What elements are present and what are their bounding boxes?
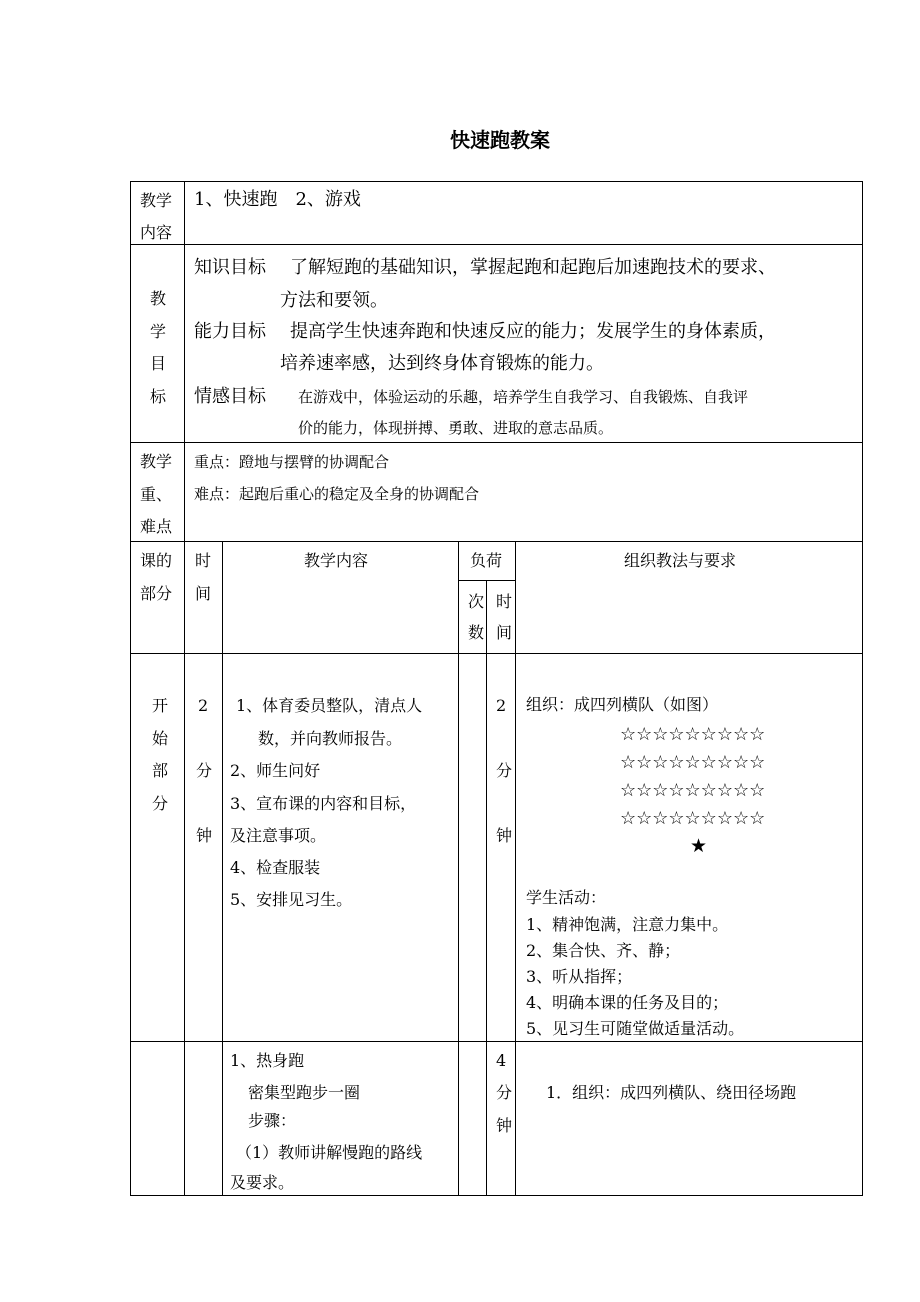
content-label-1: 教学 [140, 191, 173, 210]
warmup-content-4: （1）教师讲解慢跑的路线 [236, 1143, 423, 1162]
start-content-1: 1、体育委员整队，清点人 [236, 696, 423, 715]
warmup-org: 1．组织：成四列横队、绕田径场跑 [546, 1083, 797, 1102]
start-org-title: 组织：成四列横队（如图） [526, 695, 719, 714]
header-part-1: 课的 [140, 551, 173, 570]
activity-1: 1、精神饱满，注意力集中。 [526, 915, 729, 934]
start-content-7: 5、安排见习生。 [230, 890, 353, 909]
goals-label-2: 学 [150, 322, 167, 341]
header-times-2: 数 [468, 623, 485, 642]
warmup-content-3: 步骤： [248, 1111, 297, 1130]
start-content-2: 数，并向教师报告。 [258, 729, 403, 748]
content-value: 1、快速跑 2、游戏 [194, 189, 361, 210]
keypoints-label-2: 重、 [140, 485, 173, 504]
knowledge-line2: 方法和要领。 [280, 290, 388, 311]
start-part-1: 开 [152, 696, 169, 715]
start-load-time-1: 2 [496, 696, 507, 715]
warmup-content-2: 密集型跑步一圈 [248, 1083, 361, 1102]
header-load-time-2: 间 [496, 623, 513, 642]
formation-row-4: ☆☆☆☆☆☆☆☆☆ [620, 808, 766, 829]
keypoints-label-3: 难点 [140, 517, 173, 536]
start-part-3: 部 [152, 761, 169, 780]
header-organization: 组织教法与要求 [624, 551, 737, 570]
header-load: 负荷 [470, 551, 503, 570]
start-time-1: 2 [198, 696, 209, 715]
warmup-load-time-1: 4 [496, 1051, 507, 1070]
ability-label: 能力目标 [194, 321, 266, 342]
warmup-content-5: 及要求。 [230, 1173, 295, 1192]
goals-label-3: 目 [150, 354, 167, 373]
header-part-2: 部分 [140, 584, 173, 603]
start-time-3: 钟 [196, 826, 213, 845]
ability-line1: 提高学生快速奔跑和快速反应的能力；发展学生的身体素质， [290, 321, 776, 342]
start-part-2: 始 [152, 729, 169, 748]
start-content-3: 2、师生问好 [230, 761, 321, 780]
start-content-4: 3、宣布课的内容和目标， [230, 794, 417, 813]
header-load-time-1: 时 [496, 592, 513, 611]
activity-3: 3、听从指挥； [526, 967, 633, 986]
goals-label-4: 标 [150, 387, 167, 406]
emotion-line1: 在游戏中，体验运动的乐趣，培养学生自我学习、自我锻炼、自我评 [298, 388, 749, 406]
ability-line2: 培养速率感，达到终身体育锻炼的能力。 [280, 353, 604, 374]
activity-4: 4、明确本课的任务及目的； [526, 993, 729, 1012]
formation-row-2: ☆☆☆☆☆☆☆☆☆ [620, 752, 766, 773]
activity-2: 2、集合快、齐、静； [526, 941, 681, 960]
start-content-5: 及注意事项。 [230, 826, 327, 845]
start-load-time-2: 分 [496, 761, 513, 780]
knowledge-label: 知识目标 [194, 257, 266, 278]
emotion-line2: 价的能力，体现拼搏、勇敢、进取的意志品质。 [298, 419, 614, 437]
header-teaching-content: 教学内容 [304, 551, 369, 570]
keypoint-key: 重点：蹬地与摆臂的协调配合 [194, 453, 390, 471]
header-time-1: 时 [195, 551, 212, 570]
warmup-load-time-3: 钟 [496, 1116, 513, 1135]
warmup-content-1: 1、热身跑 [230, 1051, 305, 1070]
start-content-6: 4、检查服装 [230, 858, 321, 877]
keypoint-difficult: 难点：起跑后重心的稳定及全身的协调配合 [194, 485, 480, 503]
formation-row-1: ☆☆☆☆☆☆☆☆☆ [620, 724, 766, 745]
header-time-2: 间 [195, 584, 212, 603]
knowledge-line1: 了解短跑的基础知识，掌握起跑和起跑后加速跑技术的要求、 [290, 257, 776, 278]
activity-title: 学生活动： [526, 888, 607, 907]
goals-label-1: 教 [150, 289, 167, 308]
content-label-2: 内容 [140, 223, 173, 242]
start-part-4: 分 [152, 794, 169, 813]
teacher-star-icon: ★ [690, 835, 708, 857]
start-time-2: 分 [196, 761, 213, 780]
page-title: 快速跑教案 [450, 128, 550, 152]
start-load-time-3: 钟 [496, 826, 513, 845]
formation-row-3: ☆☆☆☆☆☆☆☆☆ [620, 780, 766, 801]
activity-5: 5、见习生可随堂做适量活动。 [526, 1019, 745, 1038]
header-times-1: 次 [468, 592, 485, 611]
keypoints-label-1: 教学 [140, 452, 173, 471]
warmup-load-time-2: 分 [496, 1083, 513, 1102]
emotion-label: 情感目标 [194, 386, 266, 407]
